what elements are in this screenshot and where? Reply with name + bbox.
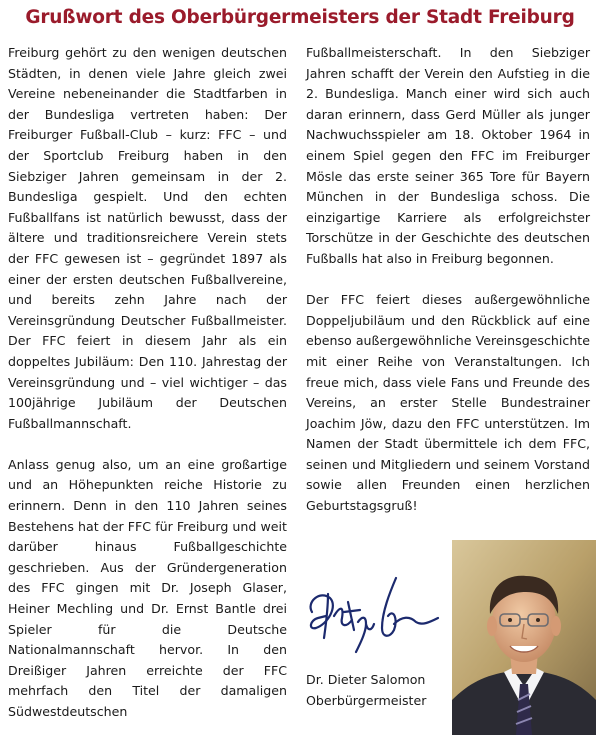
right-column — [306, 43, 590, 517]
signature-drawing — [298, 572, 448, 662]
paragraph: Anlass genug also, um an eine großartige und an Höhepunkten reiche Historie zu erinnern. Denn in den 110 Jahren seines Bestehens hat der FFC für Freiburg und weit darüber hinaus Fußballgeschichte geschrieben. Aus der Gründergeneration des FFC gingen mit Dr. Joseph Glaser, Heiner Mechling und Dr. Ernst Bantle drei Spieler für die Deutsche Nationalmannschaft hervor. In den Dreißiger Jahren erreichte der FFC mehrfach den Titel der damaligen Südwestdeutschen — [8, 456, 287, 719]
left-column — [8, 43, 287, 723]
paragraph: Der FFC feiert dieses außergewöhnliche Doppeljubiläum und den Rückblick auf eine ebenso außergewöhnliche Vereinsgeschichte mit einer Reihe von Veranstaltungen. Ich freue mich, dass viele Fans und Freunde des Vereins, an erster Stelle Bundestrainer Joachim Jöw, dazu den FFC unterstützen. Im Namen der Stadt übermittele ich dem FFC, seinen und Mitgliedern und seinem Vorstand sowie allen Freunden einen herzlichen Geburtstagsgruß! — [306, 292, 590, 514]
portrait-photo — [452, 540, 596, 735]
signer-name: Dr. Dieter Salomon — [306, 672, 426, 687]
signer-role: Oberbürgermeister — [306, 692, 427, 708]
paragraph: Freiburg gehört zu den wenigen deutschen Städten, in denen viele Jahre gleich zwei Vereine nebeneinander die Stadtfarben in der Bundesliga vertreten haben: Der Freiburger Fußball-Club – kurz: FFC – und der Sportclub Freiburg haben in den Siebziger Jahren gemeinsam in der 2. Bundesliga gespielt. Und den echten Fußballfans ist natürlich bewusst, dass der ältere und traditionsreichere Verein stets der FFC gewesen ist – gegründet 1897 als einer der ersten deutschen Fußballvereine, und bereits zehn Jahre nach der Vereinsgründung Deutscher Fußballmeister. Der FFC feiert in diesem Jahr als ein doppeltes Jubiläum: Den 110. Jahrestag der Vereinsgründung und – viel wichtiger – das 100jährige Jubiläum der Deutschen Fußballmannschaft. — [8, 45, 287, 431]
signer-block — [306, 670, 426, 711]
signature-image — [298, 572, 448, 662]
page-title: Grußwort des Oberbürgermeisters der Stadt Freiburg — [25, 7, 575, 28]
paragraph: Fußballmeisterschaft. In den Siebziger Jahren schafft der Verein den Aufstieg in die 2. Bundesliga. Manch einer wird sich auch daran erinnern, dass Gerd Müller als junger Nachwuchsspieler am 18. Oktober 1964 in einem Spiel gegen den FFC im Freiburger Mösle das erste seiner 365 Tore für Bayern München in der Bundesliga schoss. Die einzigartige Karriere als erfolgreichster Torschütze in der Geschichte des deutschen Fußballs hat also in Freiburg begonnen. — [306, 45, 590, 266]
portrait-drawing — [452, 540, 596, 735]
